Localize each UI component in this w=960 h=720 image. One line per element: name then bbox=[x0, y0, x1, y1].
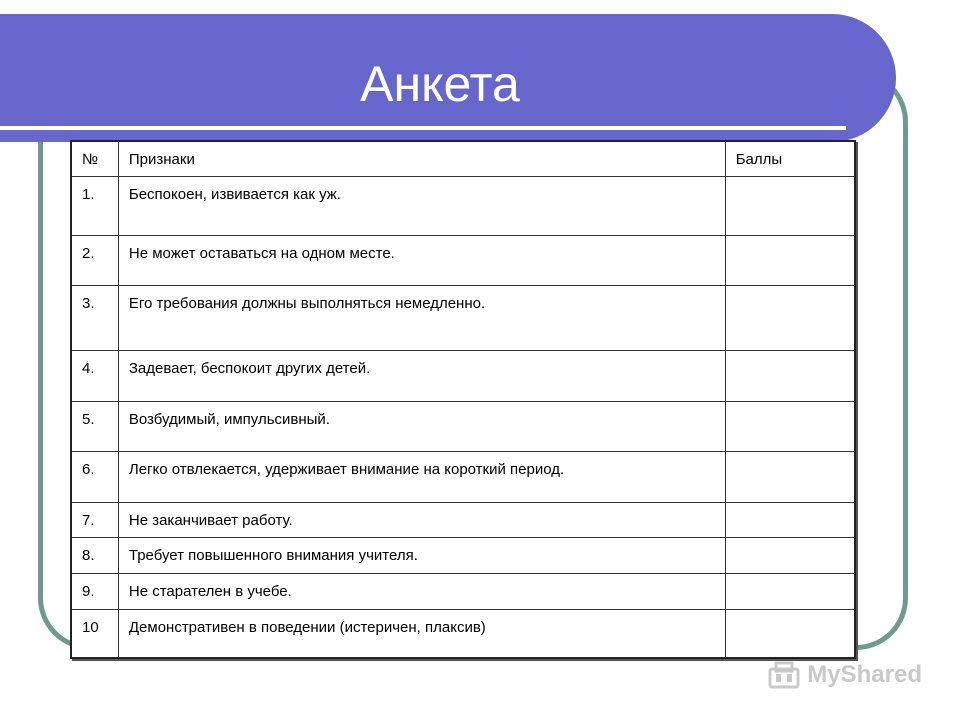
watermark bbox=[767, 660, 922, 690]
row-score-cell[interactable] bbox=[725, 351, 855, 402]
row-number: 5. bbox=[71, 402, 118, 452]
table-row bbox=[71, 574, 855, 610]
table-row bbox=[71, 236, 855, 286]
watermark-text: MyShared bbox=[807, 661, 922, 688]
row-sign: Демонстративен в поведении (истеричен, плаксив) bbox=[118, 610, 725, 658]
table-row bbox=[71, 610, 855, 658]
row-score-cell[interactable] bbox=[725, 177, 855, 236]
row-number: 6. bbox=[71, 452, 118, 503]
row-score-cell[interactable] bbox=[725, 610, 855, 658]
row-sign: Легко отвлекается, удерживает внимание на короткий период. bbox=[118, 452, 725, 503]
row-sign: Не может оставаться на одном месте. bbox=[118, 236, 725, 286]
row-number: 10 bbox=[71, 610, 118, 658]
myshared-logo-icon bbox=[767, 660, 801, 690]
row-score-cell[interactable] bbox=[725, 286, 855, 351]
row-number: 1. bbox=[71, 177, 118, 236]
row-score-cell[interactable] bbox=[725, 236, 855, 286]
row-sign: Не заканчивает работу. bbox=[118, 503, 725, 538]
survey-table bbox=[70, 140, 856, 659]
row-number: 9. bbox=[71, 574, 118, 610]
row-number: 3. bbox=[71, 286, 118, 351]
table-row bbox=[71, 286, 855, 351]
table-row bbox=[71, 538, 855, 574]
row-sign: Его требования должны выполняться немедленно. bbox=[118, 286, 725, 351]
table-header-row bbox=[71, 141, 855, 177]
row-number: 8. bbox=[71, 538, 118, 574]
row-number: 4. bbox=[71, 351, 118, 402]
row-sign: Требует повышенного внимания учителя. bbox=[118, 538, 725, 574]
table-row bbox=[71, 177, 855, 236]
table-row bbox=[71, 351, 855, 402]
row-score-cell[interactable] bbox=[725, 574, 855, 610]
row-number: 7. bbox=[71, 503, 118, 538]
row-score-cell[interactable] bbox=[725, 503, 855, 538]
header-score: Баллы bbox=[725, 141, 855, 177]
row-score-cell[interactable] bbox=[725, 538, 855, 574]
title-banner bbox=[0, 14, 896, 142]
table-row bbox=[71, 402, 855, 452]
row-sign: Беспокоен, извивается как уж. bbox=[118, 177, 725, 236]
slide-title: Анкета bbox=[360, 56, 520, 112]
header-number: № bbox=[71, 141, 118, 177]
table-row bbox=[71, 503, 855, 538]
row-sign: Возбудимый, импульсивный. bbox=[118, 402, 725, 452]
row-number: 2. bbox=[71, 236, 118, 286]
row-score-cell[interactable] bbox=[725, 452, 855, 503]
table-row bbox=[71, 452, 855, 503]
header-signs: Признаки bbox=[118, 141, 725, 177]
title-underline bbox=[0, 126, 846, 130]
row-sign: Не старателен в учебе. bbox=[118, 574, 725, 610]
row-score-cell[interactable] bbox=[725, 402, 855, 452]
row-sign: Задевает, беспокоит других детей. bbox=[118, 351, 725, 402]
